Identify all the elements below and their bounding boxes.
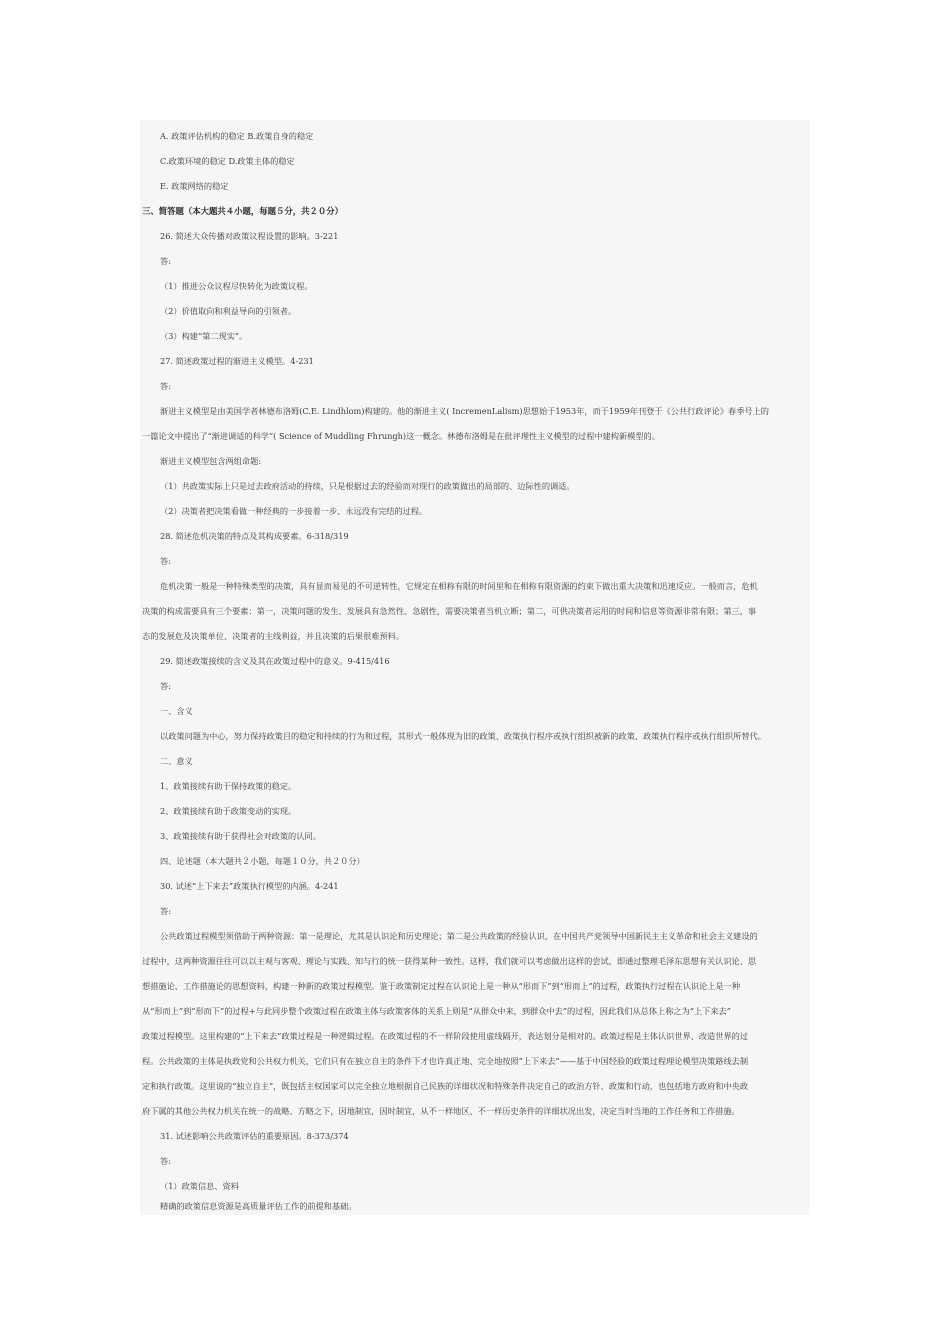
answer-label: 答:	[160, 681, 171, 691]
section-heading-short-answer: 三、简答题（本大题共４小题，每题５分，共２０分）	[142, 206, 343, 216]
paragraph-line: 决策的构成需要具有三个要素：第一，决策问题的发生、发展具有急然性、急剧性，需要决策者当机立断；第二，可供决策者运用的时间和信息等资源非常有限；第三，事	[142, 606, 757, 616]
paragraph-line: 程。公共政策的主体是执政党和公共权力机关，它们只有在独立自主的条件下才也许真正地、完全地按照“上下来去”——基于中国经验的政策过程理论模型决策路线去制	[142, 1056, 749, 1066]
paragraph-line: 从“形而上”到“形而下”的过程+与此同步整个政策过程在政策主体与政策客体的关系上则是“从群众中来，到群众中去”的过程，因此我们从总体上称之为“上下来去”	[142, 1006, 731, 1016]
paragraph-line: 府下属的其他公共权力机关在统一的战略、方略之下，因地制宜，因时制宜，从不一样地区、不一样历史条件的详细状况出发，决定当时当地的工作任务和工作措施。	[142, 1106, 740, 1116]
section-heading-essay: 四、论述题（本大题共２小题，每题１０分，共２０分）	[160, 856, 365, 866]
paragraph-line: 公共政策过程模型须借助于两种资源：第一是理论，尤其是认识论和历史理论；第二是公共政策的经验认识，在中国共产党领导中国新民主主义革命和社会主义建设的	[160, 931, 758, 941]
paragraph-line: 政策过程模型。这里构建的“上下来去”政策过程是一种逻辑过程。在政策过程的不一样阶段使用虚线隔开，表达划分是相对的。政策过程是主体认识世界、改造世界的过	[142, 1031, 749, 1041]
answer-label: 答:	[160, 1156, 171, 1166]
option-a-b: A. 政策评估机构的稳定 B.政策自身的稳定	[160, 131, 314, 141]
question-29: 29. 简述政策接续的含义及其在政策过程中的意义。9-415/416	[160, 656, 390, 666]
answer-item: （1）政策信息、资料	[160, 1181, 239, 1191]
document-body	[140, 120, 810, 1215]
answer-item: （1）共政策实际上只是过去政府活动的持续，只是根据过去的经验而对现行的政策做出的局部的、边际性的调适。	[160, 481, 575, 491]
answer-item: 3、政策接续有助于获得社会对政策的认同。	[160, 831, 321, 841]
paragraph-line: 以政策问题为中心，努力保持政策目的稳定和持续的行为和过程，其形式一般体现为旧的政策、政策执行程序或执行组织被新的政策、政策执行程序或执行组织所替代。	[160, 731, 766, 741]
paragraph-line: 态的发展危及决策单位、决策者的主线利益，并且决策的后果很难预料。	[142, 631, 405, 641]
answer-item: （3）构建“第二现实”。	[160, 331, 248, 341]
question-31: 31. 试述影响公共政策评估的重要原因。8-373/374	[160, 1131, 349, 1141]
answer-item: 2、政策接续有助于政策变动的实现。	[160, 806, 297, 816]
answer-item: （2）决策者把决策看做一种经典的一步接着一步、永远没有完结的过程。	[160, 506, 428, 516]
paragraph-line: 定和执行政策。这里说的“独立自主”，既包括主权国家可以完全独立地根据自己民族的详细状况和特殊条件决定自己的政治方针、政策和行动，也包括地方政府和中央政	[142, 1081, 749, 1091]
question-27: 27. 简述政策过程的渐进主义模型。4-231	[160, 356, 314, 366]
option-c-d: C.政策环境的稳定 D.政策主体的稳定	[160, 156, 295, 166]
paragraph-line: 精确的政策信息资源是高质量评估工作的前提和基础。	[160, 1201, 357, 1211]
answer-label: 答:	[160, 256, 171, 266]
subheading: 二、意义	[160, 756, 193, 766]
question-30: 30. 试述“上下来去”政策执行模型的内涵。4-241	[160, 881, 339, 891]
paragraph-line: 渐进主义模型包含两组命题:	[160, 456, 262, 466]
paragraph-line: 想措施论、工作措施论的思想资料，构建一种新的政策过程模型。鉴于政策制定过程在认识论上是一种从“形而下”到“形而上”的过程，政策执行过程在认识论上是一种	[142, 981, 741, 991]
paragraph-line: 危机决策一般是一种特殊类型的决策，具有显而易见的不可逆转性，它规定在相称有限的时间里和在相称有限资源的约束下做出重大决策和迅速反应。一般而言，危机	[160, 581, 758, 591]
question-28: 28. 简述危机决策的特点及其构成要素。6-318/319	[160, 531, 349, 541]
paragraph-line: 渐进主义模型是由美国学者林德布洛姆(C.E. Lindhlom)构建的。他的渐进主义( IncremenLalism)思想始于1953年，而于1959年刊登于《公共行政评论》春季号上的	[160, 406, 769, 416]
paragraph-line: 过程中，这两种资源往往可以以主观与客观、理论与实践、知与行的统一获得某种一致性。这样，我们就可以考虑做出这样的尝试，即通过整理毛泽东思想有关认识论、思	[142, 956, 757, 966]
answer-item: （1）推进公众议程尽快转化为政策议程。	[160, 281, 313, 291]
answer-label: 答:	[160, 906, 171, 916]
answer-label: 答:	[160, 556, 171, 566]
answer-item: （2）价值取向和利益导向的引领者。	[160, 306, 297, 316]
option-e: E. 政策网络的稳定	[160, 181, 229, 191]
paragraph-line: 一篇论文中提出了“渐进调适的科学”( Science of Muddling Fhrungh)这一概念。林德布洛姆是在批评理性主义模型的过程中建构新模型的。	[142, 431, 660, 441]
answer-item: 1、政策接续有助于保持政策的稳定。	[160, 781, 297, 791]
answer-label: 答:	[160, 381, 171, 391]
subheading: 一、含义	[160, 706, 193, 716]
question-26: 26. 简述大众传播对政策议程设置的影响。3-221	[160, 231, 339, 241]
